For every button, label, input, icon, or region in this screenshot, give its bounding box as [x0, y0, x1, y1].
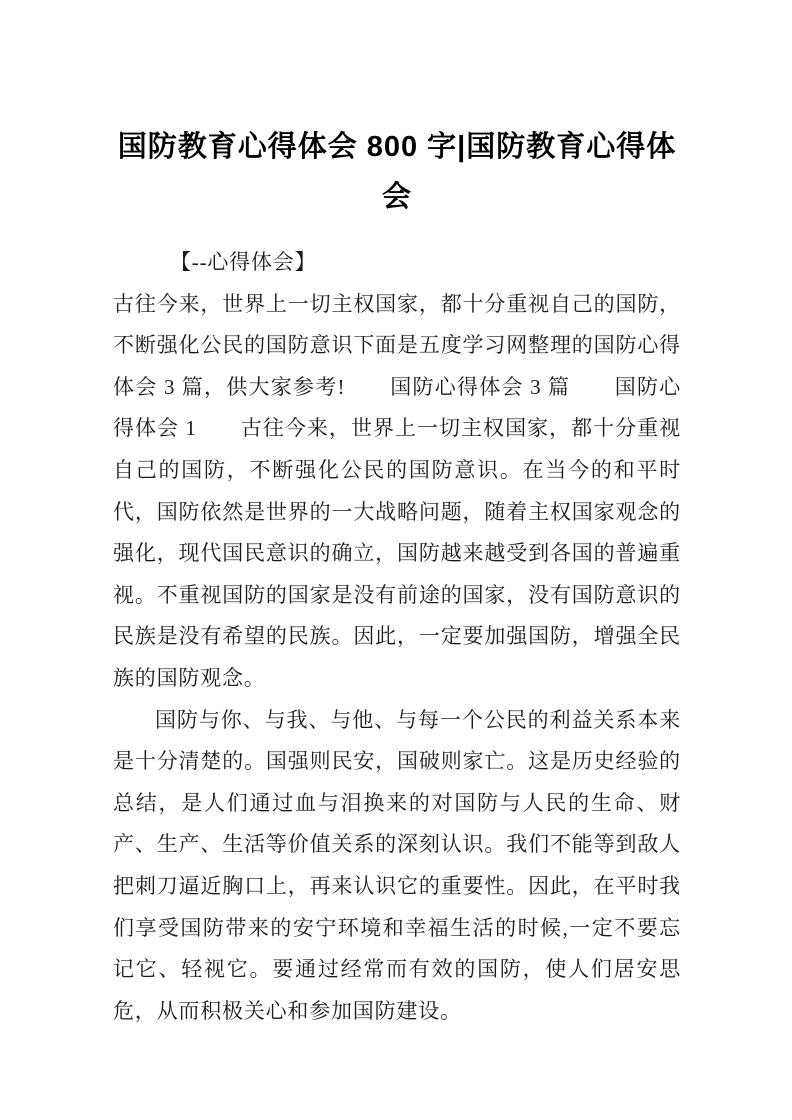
- document-title-line-2: 会: [381, 181, 412, 213]
- document-title-line-1: 国防教育心得体会 800 字|国防教育心得体: [117, 131, 677, 163]
- section-label: 【--心得体会】: [170, 250, 317, 274]
- document-title: [113, 122, 681, 222]
- document-body: [113, 242, 681, 1032]
- paragraph-1: 古往今来，世界上一切主权国家，都十分重视自己的国防，不断强化公民的国防意识下面是五度学习网整理的国防心得体会 3 篇，供大家参考! 国防心得体会 3 篇 国防心得体会 1 古往今来，世界上一切主权国家，都十分重视自己的国防，不断强化公民的国防意识。在当今的和平时代，国防依然是世界的一大战略问题，随着主权国家观念的强化，现代国民意识的确立，国防越来越受到各国的普遍重视。不重视国防的国家是没有前途的国家，没有国防意识的民族是没有希望的民族。因此，一定要加强国防，增强全民族的国防观念。: [113, 291, 681, 690]
- paragraph-2: 国防与你、与我、与他、与每一个公民的利益关系本来是十分清楚的。国强则民安，国破则家亡。这是历史经验的总结，是人们通过血与泪换来的对国防与人民的生命、财产、生产、生活等价值关系的深刻认识。我们不能等到敌人把刺刀逼近胸口上，再来认识它的重要性。因此，在平时我们享受国防带来的安宁环境和幸福生活的时候,一定不要忘记它、轻视它。要通过经常而有效的国防，使人们居安思危，从而积极关心和参加国防建设。: [113, 707, 681, 1023]
